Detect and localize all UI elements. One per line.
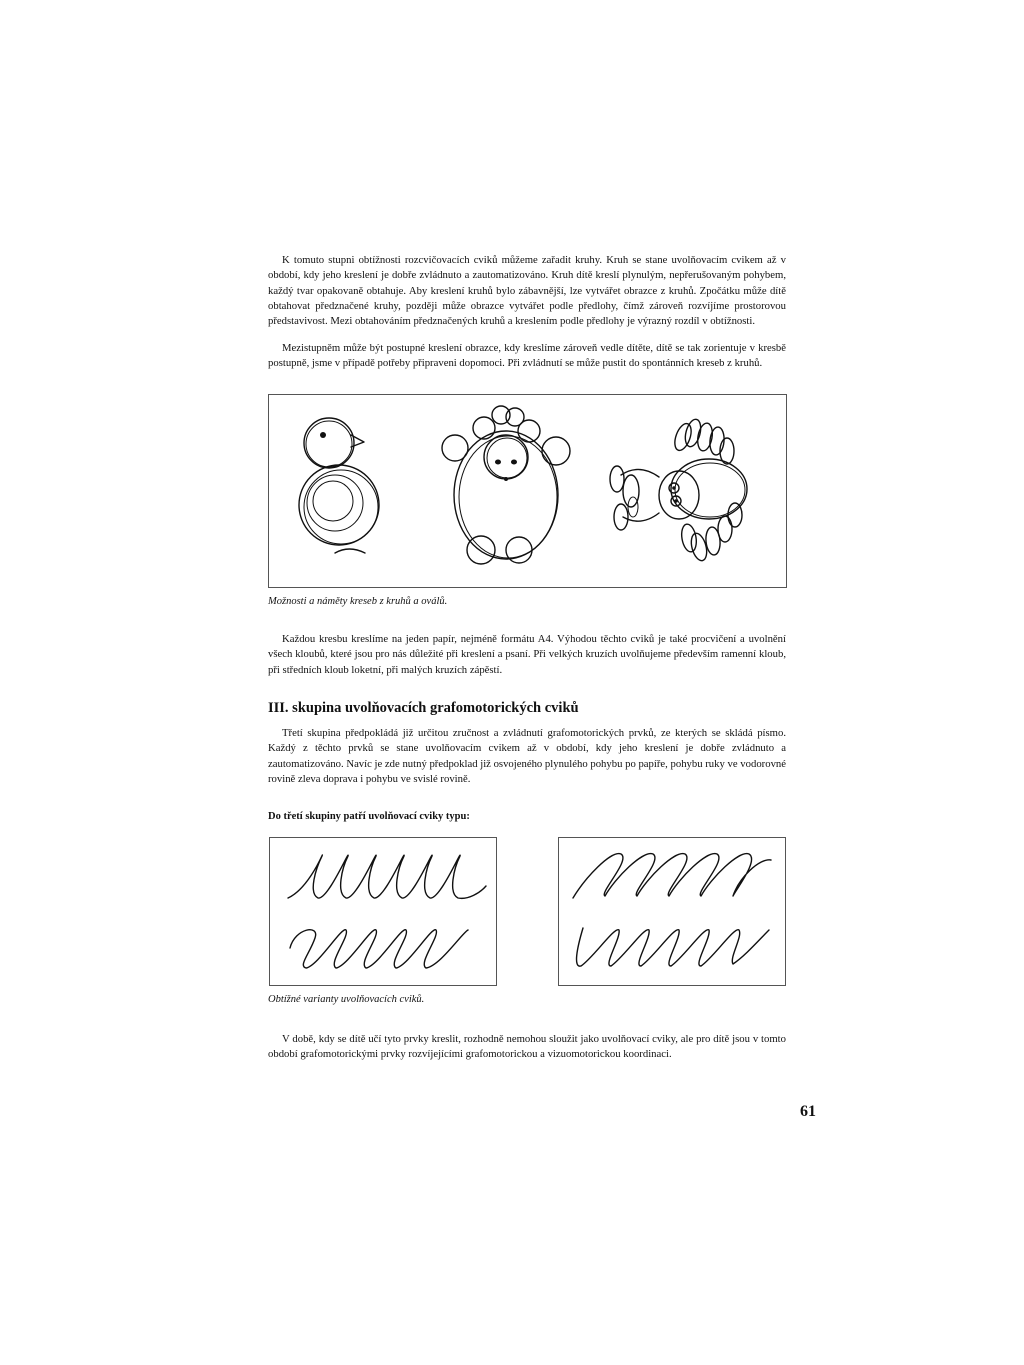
paragraph-circles-intro: K tomuto stupni obtížnosti rozcvičovacích cviků můžeme zařadit kruhy. Kruh se stane uvolňovacím cvikem až v období, kdy jeho kreslení je dobře zvládnuto a zautomatizováno. Kruh dítě kreslí plynulým, nepřerušovaným pohybem, každý tvar opakovaně obtahuje. Aby kreslení kruhů bylo zábavnější, lze vytvářet obrazce z kruhů. Zpočátku může dítě obtahovat předznačené kruhy, později může obrazce vytvářet podle předlohy, čímž zároveň rozvíjíme prostorovou představivost. Mezi obtahováním předznačených kruhů a kreslením podle předlohy je výrazný rozdíl v obtížnosti. bbox=[268, 254, 786, 328]
figure-arcades bbox=[558, 837, 786, 986]
section-heading: III. skupina uvolňovacích grafomotorických cviků bbox=[268, 700, 579, 716]
chick-drawing bbox=[299, 418, 379, 553]
crab-drawing bbox=[610, 418, 747, 563]
paragraph-learning-period: V době, kdy se dítě učí tyto prvky kreslit, rozhodně nemohou sloužit jako uvolňovací cviky, ale pro dítě jsou v tomto období grafomotorickými prvky rozvíjejícími grafomotorickou a vizuomotorickou koordinaci. bbox=[268, 1033, 786, 1061]
figure-circle-drawings bbox=[268, 394, 787, 588]
figure-caption-circles: Možnosti a náměty kreseb z kruhů a oválů. bbox=[268, 596, 448, 607]
arcades-illustration bbox=[559, 838, 785, 985]
lower-loops-stroke bbox=[290, 930, 468, 968]
upper-arcades-stroke bbox=[573, 854, 771, 898]
page-number: 61 bbox=[800, 1103, 816, 1120]
circle-drawings-illustration bbox=[269, 395, 786, 587]
paragraph-intermediate-step: Mezistupněm může být postupné kreslení obrazce, kdy kreslíme zároveň vedle dítěte, dítě se tak zorientuje v kresbě postupně, jsme v případě potřeby připraveni dopomoci. Při zvládnutí se může pustit do spontánních kreseb z kruhů. bbox=[268, 342, 786, 370]
bear-drawing bbox=[442, 406, 570, 564]
paragraph-paper-format: Každou kresbu kreslíme na jeden papír, nejméně formátu A4. Výhodou těchto cviků je také procvičení a uvolnění všech kloubů, které jsou pro nás důležité při kreslení a psaní. Při velkých kruzích uvolňujeme především ramenní kloub, při středních kloub loketní, při malých kruzích zápěstí. bbox=[268, 633, 786, 676]
paragraph-third-group: Třetí skupina předpokládá již určitou zručnost a zvládnutí grafomotorických prvků, ze kterých se skládá písmo. Každý z těchto prvků se stane uvolňovacím cvikem až v období, kdy jeho kreslení je dobře zvládnuto a zautomatizováno. Navíc je zde nutný předpoklad již osvojeného plynulého pohybu po papíře, pohybu ruky ve vodorovné rovině zleva doprava i pohybu ve svislé rovině. bbox=[268, 727, 786, 785]
figure-caption-loops: Obtížné varianty uvolňovacích cviků. bbox=[268, 994, 425, 1005]
subheading-exercise-types: Do třetí skupiny patří uvolňovací cviky typu: bbox=[268, 811, 470, 822]
loops-illustration bbox=[270, 838, 496, 985]
upper-loops-stroke bbox=[288, 855, 486, 898]
figure-loops bbox=[269, 837, 497, 986]
lower-arcades-stroke bbox=[577, 928, 769, 966]
